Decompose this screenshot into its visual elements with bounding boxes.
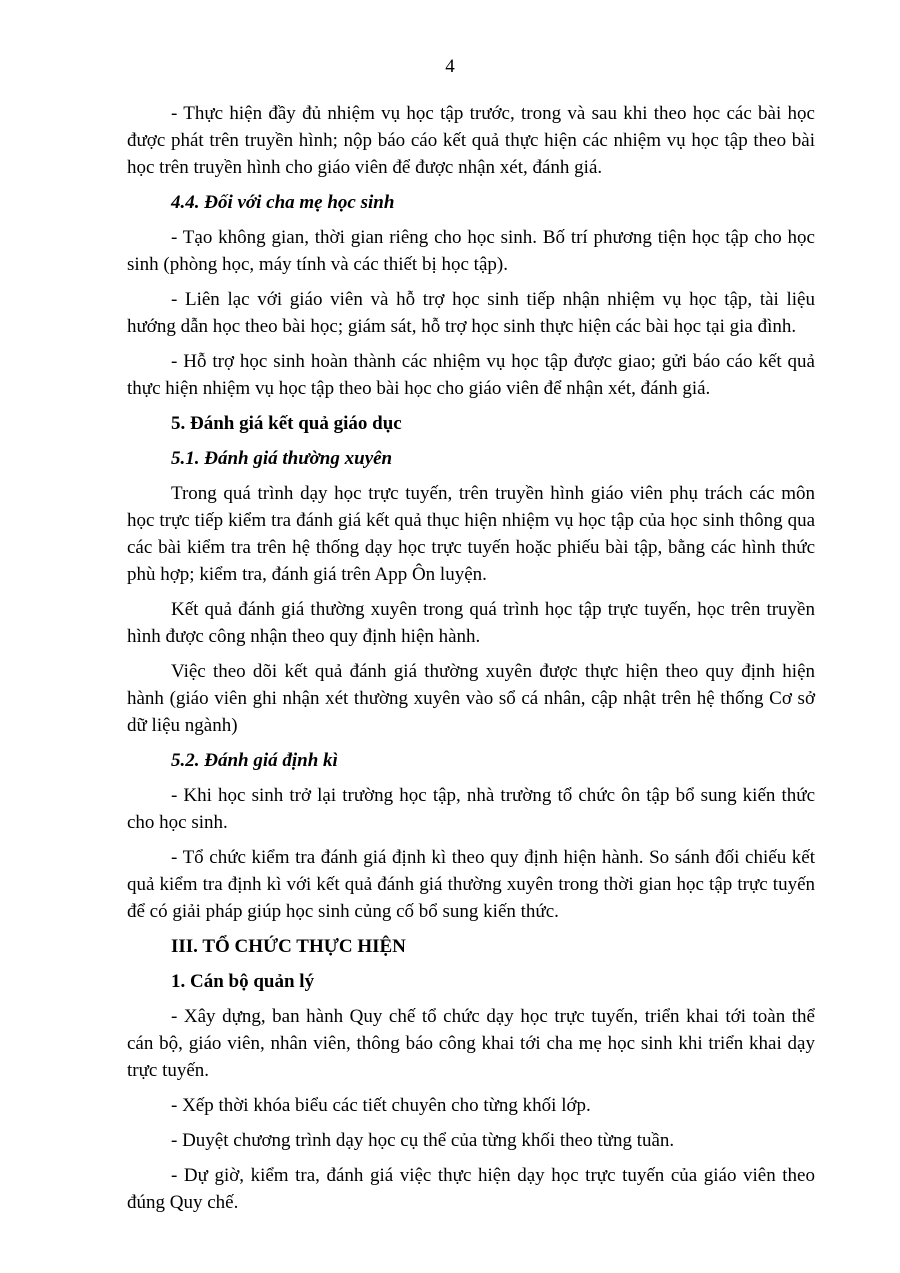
- section-heading: 1. Cán bộ quản lý: [171, 971, 315, 992]
- paragraph: - Duyệt chương trình dạy học cụ thể của từng khối theo từng tuần.: [171, 1130, 675, 1151]
- paragraph: Việc theo dõi kết quả đánh giá thường xuyên được thực hiện theo quy định hiện hành (giáo viên ghi nhận xét thường xuyên vào sổ cá nhân, cập nhật trên hệ thống Cơ sở dữ liệu ngành): [127, 661, 815, 736]
- subsection-heading: 5.2. Đánh giá định kì: [171, 750, 338, 771]
- paragraph: - Khi học sinh trở lại trường học tập, nhà trường tổ chức ôn tập bổ sung kiến thức cho học sinh.: [127, 785, 815, 833]
- subsection-heading: 5.1. Đánh giá thường xuyên: [171, 448, 393, 469]
- paragraph: Trong quá trình dạy học trực tuyến, trên truyền hình giáo viên phụ trách các môn học trực tiếp kiểm tra đánh giá kết quả thục hiện nhiệm vụ học tập của học sinh thông qua các bài kiểm tra trên hệ thống dạy học trực tuyến hoặc phiếu bài tập, bằng các hình thức phù hợp; kiểm tra, đánh giá trên App Ôn luyện.: [127, 483, 815, 585]
- paragraph: - Tạo không gian, thời gian riêng cho học sinh. Bố trí phương tiện học tập cho học sinh (phòng học, máy tính và các thiết bị học tập).: [127, 227, 815, 275]
- page-number: 4: [445, 56, 455, 77]
- paragraph: - Xếp thời khóa biểu các tiết chuyên cho từng khối lớp.: [171, 1095, 591, 1116]
- paragraph: - Tổ chức kiểm tra đánh giá định kì theo quy định hiện hành. So sánh đối chiếu kết quả kiểm tra định kì với kết quả đánh giá thường xuyên trong thời gian học tập trực tuyến để có giải pháp giúp học sinh củng cố bổ sung kiến thức.: [127, 847, 815, 922]
- document-body: [127, 100, 815, 1224]
- paragraph: - Liên lạc với giáo viên và hỗ trợ học sinh tiếp nhận nhiệm vụ học tập, tài liệu hướng dẫn học theo bài học; giám sát, hỗ trợ học sinh thực hiện các bài học tại gia đình.: [127, 289, 815, 337]
- subsection-heading: 4.4. Đối với cha mẹ học sinh: [171, 192, 395, 213]
- section-heading: 5. Đánh giá kết quả giáo dục: [171, 413, 402, 434]
- paragraph: - Dự giờ, kiểm tra, đánh giá việc thực hiện dạy học trực tuyến của giáo viên theo đúng Quy chế.: [127, 1165, 815, 1213]
- chapter-heading: III. TỔ CHỨC THỰC HIỆN: [171, 936, 406, 957]
- paragraph: Kết quả đánh giá thường xuyên trong quá trình học tập trực tuyến, học trên truyền hình được công nhận theo quy định hiện hành.: [127, 599, 815, 647]
- paragraph: - Thực hiện đầy đủ nhiệm vụ học tập trước, trong và sau khi theo học các bài học được phát trên truyền hình; nộp báo cáo kết quả thực hiện các nhiệm vụ học tập theo bài học trên truyền hình cho giáo viên để được nhận xét, đánh giá.: [127, 103, 815, 178]
- paragraph: - Hỗ trợ học sinh hoàn thành các nhiệm vụ học tập được giao; gửi báo cáo kết quả thực hiện nhiệm vụ học tập theo bài học cho giáo viên để nhận xét, đánh giá.: [127, 351, 815, 399]
- paragraph: - Xây dựng, ban hành Quy chế tổ chức dạy học trực tuyến, triển khai tới toàn thể cán bộ, giáo viên, nhân viên, thông báo công khai tới cha mẹ học sinh khi triển khai dạy trực tuyến.: [127, 1006, 815, 1081]
